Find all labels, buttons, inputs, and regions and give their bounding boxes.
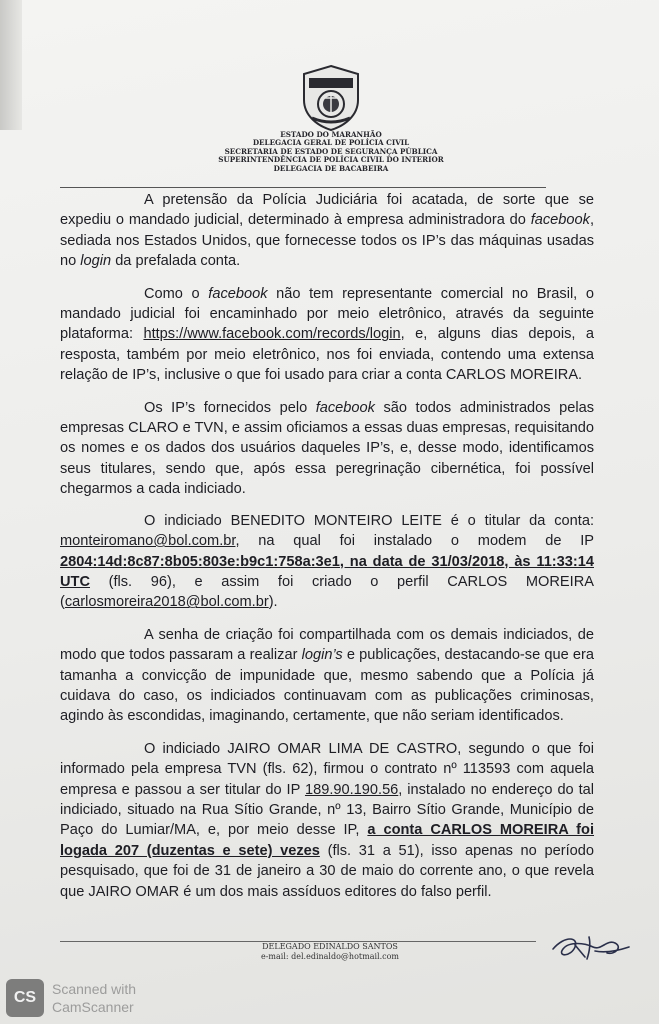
- email-carlosmoreira: carlosmoreira2018@bol.com.br: [64, 594, 269, 611]
- paragraph-1: A pretensão da Polícia Judiciária foi acatada, de sorte que se expediu o mandado judicial, determinado à empresa administradora do facebook, sediada nos Estados Unidos, que fornecesse todos os IP’s das máquinas usadas no login da prefalada conta.: [60, 192, 594, 270]
- footer-email: e-mail: del.edinaldo@hotmail.com: [260, 952, 400, 961]
- letterhead-line: ESTADO DO MARANHÃO: [280, 130, 382, 139]
- facebook-records-link[interactable]: https://www.facebook.com/records/login: [143, 326, 401, 343]
- page-shadow: [0, 0, 22, 130]
- email-monteiromano: monteiromano@bol.com.br: [60, 533, 236, 550]
- document-body: [60, 190, 594, 914]
- letterhead-line: SECRETARIA DE ESTADO DE SEGURANÇA PÚBLICA: [224, 146, 438, 156]
- paragraph-4: O indiciado BENEDITO MONTEIRO LEITE é o titular da conta: monteiromano@bol.com.br, na qual foi instalado o modem de IP 2804:14d:8c87:8b05:803e:b9c1:758a:3e1, na data de 31/03/2018, às 11:33:14 UTC (fls. 96), e assim foi criado o perfil CARLOS MOREIRA (carlosmoreira2018@bol.com.br).: [60, 512, 594, 611]
- footer-name: DELEGADO EDINALDO SANTOS: [262, 942, 398, 951]
- letterhead-line: DELEGACIA GERAL DE POLÍCIA CIVIL: [252, 138, 410, 148]
- letterhead-line: DELEGACIA DE BACABEIRA: [273, 163, 389, 173]
- paragraph-6: O indiciado JAIRO OMAR LIMA DE CASTRO, segundo o que foi informado pela empresa TVN (fls. 62), firmou o contrato nº 113593 com aquela empresa e passou a ser titular do IP 189.90.190.56, instalado no endereço do tal indiciado, situado na Rua Sítio Grande, nº 13, Bairro Sítio Grande, Município de Paço do Lumiar/MA, e, por meio desse IP, a conta CARLOS MOREIRA foi logada 207 (duzentas e sete) vezes (fls. 31 a 51), isso apenas no período pesquisado, que foi de 31 de janeiro a 30 de maio do corrente ano, o que revela que JAIRO OMAR é um dos mais assíduos editores do falso perfil.: [60, 740, 595, 900]
- letterhead: [200, 131, 462, 173]
- police-seal-icon: [298, 64, 364, 132]
- camscanner-watermark: Scanned with CamScanner: [52, 981, 137, 1015]
- paragraph-5: A senha de criação foi compartilhada com os demais indiciados, de modo que todos passaram a realizar login’s e publicações, destacando-se que era tamanha a convicção de impunidade que, mesmo sabendo que a Polícia já cuidava do caso, os indiciados continuavam com as publicações criminosas, agindo às escondidas, imaginando, certamente, que não seriam identificados.: [60, 626, 594, 725]
- camscanner-logo: CS: [6, 979, 44, 1017]
- paragraph-2: Como o facebook não tem representante comercial no Brasil, o mandado judicial foi encaminhado por meio eletrônico, através da seguinte plataforma: https://www.facebook.com/records/login, e, alguns dias depois, a resposta, também por meio eletrônico, nos foi enviada, contendo uma extensa relação de IP’s, inclusive o que foi usado para criar a conta CARLOS MOREIRA.: [60, 285, 594, 384]
- signature-icon: [545, 927, 635, 967]
- header-divider: [60, 187, 546, 188]
- letterhead-line: SUPERINTENDÊNCIA DE POLÍCIA CIVIL DO INTERIOR: [218, 155, 444, 165]
- footer: [200, 942, 460, 962]
- ip-jairo: 189.90.190.56: [304, 781, 399, 798]
- login-count-highlight: a conta CARLOS MOREIRA foi logada 207 (duzentas e sete) vezes: [60, 822, 595, 859]
- paragraph-3: Os IP’s fornecidos pelo facebook são todos administrados pelas empresas CLARO e TVN, e assim oficiamos a essas duas empresas, requisitando os nomes e os dados dos usuários daqueles IP’s, e, desse modo, identificamos seus titulares, sendo que, após essa peregrinação cibernética, foi possível chegarmos a cada indiciado.: [60, 399, 594, 498]
- ip-address-highlight: 2804:14d:8c87:8b05:803e:b9c1:758a:3e1, na data de 31/03/2018, às 11:33:14 UTC: [60, 553, 594, 590]
